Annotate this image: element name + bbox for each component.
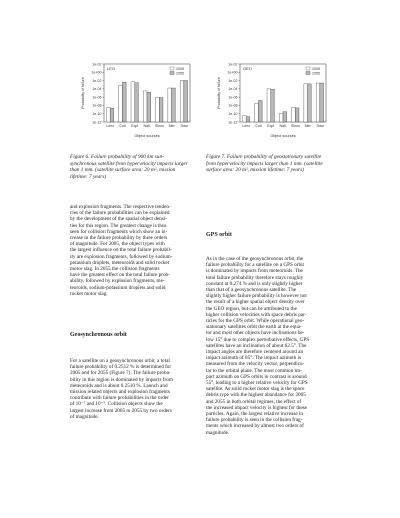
x-tick-label: Lmrc bbox=[242, 124, 251, 128]
figure-7-svg bbox=[214, 60, 334, 140]
text-line: satellite. As solid rocket motor slag is the space bbox=[206, 386, 305, 393]
text-line: contribute with failure probabilities in the order bbox=[70, 395, 169, 402]
bar-expl-2055 bbox=[135, 83, 139, 122]
text-line: motor slag. In 2055 the collision fragments bbox=[70, 266, 160, 273]
panel-label: LEO bbox=[107, 66, 116, 71]
figure-6-chart bbox=[78, 60, 198, 140]
text-line: and explosion fragments. The respective tenden- bbox=[70, 204, 171, 210]
bar-nak-2055 bbox=[147, 92, 151, 122]
bar-slmm-2055 bbox=[295, 108, 299, 122]
x-tick-label: Slmm bbox=[290, 124, 300, 128]
bar-slmm-2005 bbox=[156, 97, 160, 122]
bar-coll-2005 bbox=[119, 86, 123, 122]
x-tick-label: Expl bbox=[267, 124, 275, 128]
y-tick-label: 1e-08 bbox=[228, 103, 238, 108]
text-line: lar to the orbital plane. The most common im- bbox=[206, 367, 302, 374]
text-line: 55°, leading to a higher relative velocity for GPS bbox=[206, 380, 308, 387]
text-line: failure probability for a satellite on a GPS orbit bbox=[206, 262, 304, 269]
text-line: cies of the failure probabilities can be explained bbox=[70, 210, 170, 217]
bar-slmm-2005 bbox=[292, 108, 296, 123]
text-line: total failure probability therefore stays roughly bbox=[206, 274, 304, 281]
section-heading-geosynchronous: Geosynchronous orbit bbox=[70, 332, 127, 338]
x-tick-label: Coll bbox=[255, 124, 262, 128]
text-line: failure probability is seen in the collision frag- bbox=[206, 417, 303, 424]
text-line: pact azimuth on GPS orbits in contrast is around bbox=[206, 373, 307, 380]
bar-total-2005 bbox=[180, 81, 184, 122]
y-tick-label: 1e+00 bbox=[91, 70, 102, 75]
text-line: have the greatest effect on the total failure prob- bbox=[70, 272, 170, 279]
x-tick-label: NaK bbox=[143, 124, 151, 128]
bar-coll-2055 bbox=[258, 100, 262, 122]
y-tick-label: 1e-12 bbox=[228, 120, 238, 125]
text-line: than that of a geosynchronous satellite. The bbox=[206, 287, 297, 294]
bar-coll-2055 bbox=[122, 82, 126, 122]
bar-total-2005 bbox=[316, 83, 320, 122]
x-axis-label: Object sources bbox=[270, 134, 296, 138]
y-tick-label: 1e-10 bbox=[92, 112, 102, 117]
text-line: As in the case of the geosynchronous orbit, the bbox=[206, 256, 304, 262]
left-column-bottom bbox=[70, 358, 194, 420]
text-line: the largest influence on the total failure probabil- bbox=[70, 247, 172, 254]
y-tick-label: 1e-10 bbox=[228, 112, 238, 117]
text-line: is dominated by impacts from meteoroids. The bbox=[206, 268, 303, 275]
bar-expl-2005 bbox=[267, 89, 271, 122]
text-line: impact azimuth of 85°. The impact azimuth is bbox=[206, 355, 302, 362]
legend-label-2005: 2005 bbox=[312, 66, 320, 71]
text-line: higher collision velocities with space debris par- bbox=[206, 311, 307, 318]
bar-coll-2005 bbox=[255, 103, 259, 122]
section-heading-gps: GPS orbit bbox=[206, 232, 232, 238]
text-line: by the development of the spatial object densi- bbox=[70, 216, 167, 223]
y-tick-label: 1e-04 bbox=[92, 87, 102, 92]
y-tick-label: 1e-02 bbox=[92, 78, 102, 83]
y-tick-label: 1e-12 bbox=[92, 120, 102, 125]
x-tick-label: Lmrc bbox=[106, 124, 115, 128]
text-line: the result of a higher spatial object density over bbox=[206, 299, 305, 306]
x-tick-label: Total bbox=[316, 124, 324, 128]
text-line: slightly higher failure probability is however not bbox=[206, 293, 307, 300]
text-line: the increased impact velocity is highest for these bbox=[206, 404, 307, 411]
bar-expl-2055 bbox=[271, 89, 275, 122]
x-tick-label: NaK bbox=[279, 124, 287, 128]
bar-met-2055 bbox=[308, 84, 312, 122]
figure-6-caption: Figure 6. Failure probability of 900 km sun-synchronous satellite from hypervelocity impacts larger than 1 mm. (satellite surface area: 20 m², mission lifetime: 7 years) bbox=[70, 154, 188, 180]
text-line: For a satellite on a geosynchronous orbit, a total bbox=[70, 358, 170, 364]
bar-lmrc-2005 bbox=[242, 116, 246, 122]
left-column-top bbox=[70, 204, 194, 297]
text-line: failure probability of 0.2512 % is determined for bbox=[70, 364, 172, 371]
text-line: constant at 0.274 % and is only slightly higher bbox=[206, 280, 303, 287]
y-tick-label: 1e-06 bbox=[92, 95, 102, 100]
bar-total-2055 bbox=[320, 83, 324, 122]
bar-met-2055 bbox=[172, 88, 176, 122]
bar-expl-2005 bbox=[131, 82, 135, 122]
bar-met-2005 bbox=[304, 84, 308, 122]
text-line: tor and most other objects have inclinations be- bbox=[206, 330, 305, 337]
text-line: impact angles are therefore centered around an bbox=[206, 349, 304, 356]
text-line: seen for collision fragments which show an in- bbox=[70, 228, 168, 235]
text-line: of magnitude. bbox=[70, 413, 99, 420]
x-tick-label: Met bbox=[168, 124, 175, 128]
text-line: ability, followed by explosion fragments, me- bbox=[70, 278, 165, 285]
text-line: teoroids, sodium-potassium droplets and solid bbox=[70, 284, 166, 291]
x-axis-label: Object sources bbox=[134, 134, 160, 138]
bar-total-2055 bbox=[184, 81, 188, 122]
x-tick-label: Expl bbox=[131, 124, 139, 128]
legend-label-2055: 2055 bbox=[312, 71, 320, 76]
text-line: ticles for the GPS orbit. While operational geo- bbox=[206, 318, 305, 325]
text-line: of magnitude. For 2005, the object types with bbox=[70, 241, 165, 248]
text-line: ity are explosion fragments, followed by sodium- bbox=[70, 253, 173, 260]
text-line: potassium droplets, meteoroids and solid rocket bbox=[70, 259, 170, 266]
y-tick-label: 1e+00 bbox=[227, 70, 238, 75]
y-tick-label: 1e-04 bbox=[228, 87, 238, 92]
panel-label: GEO bbox=[243, 66, 252, 71]
bar-lmrc-2005 bbox=[106, 108, 110, 123]
legend-swatch-2055 bbox=[170, 72, 174, 75]
bar-nak-2005 bbox=[143, 91, 147, 122]
figure-7-chart bbox=[214, 60, 334, 140]
y-axis-label: Probability of failure bbox=[217, 77, 221, 109]
text-line: measured from the velocity vector, perpendicu- bbox=[206, 361, 305, 368]
y-tick-label: 1e-02 bbox=[228, 78, 238, 83]
y-tick-label: 1e-02 bbox=[92, 62, 102, 67]
bar-nak-2005 bbox=[279, 114, 283, 122]
text-line: largest increase from 2005 to 2055 by two orders bbox=[70, 407, 172, 414]
text-line: particles. Again, the largest relative increase in bbox=[206, 411, 303, 418]
x-tick-label: Slmm bbox=[154, 124, 164, 128]
x-tick-label: Met bbox=[304, 124, 311, 128]
text-line: ties for this region. The greatest change is thus bbox=[70, 222, 167, 229]
text-line: stationary satellites orbit the earth at the equa- bbox=[206, 324, 302, 331]
text-line: and 2055 in both orbital regimes, the effect of bbox=[206, 398, 302, 405]
text-line: crease in the failure probability by three orders bbox=[70, 235, 168, 242]
text-line: meteoroids and is about 0.2510 %. Launch and bbox=[70, 382, 168, 389]
y-tick-label: 1e-02 bbox=[228, 62, 238, 67]
figure-6-svg bbox=[78, 60, 198, 140]
legend-swatch-2055 bbox=[306, 72, 310, 75]
text-line: satellites have an inclination of about 62.5°. The bbox=[206, 342, 307, 349]
text-line: mission related objects and explosion fragments bbox=[70, 389, 170, 396]
figure-7-caption: Figure 7. Failure probability of geostationary satellite from hypervelocity impacts larger than 1 mm. (satellite surface area: 20 m², mission lifetime: 7 years) bbox=[206, 154, 323, 174]
text-line: ments which increased by almost two orders of bbox=[206, 423, 304, 430]
legend-swatch-2005 bbox=[306, 67, 310, 70]
x-tick-label: Total bbox=[180, 124, 188, 128]
text-line: of 10⁻⁷ and 10⁻⁵. Collision objects show the bbox=[70, 401, 163, 408]
bar-met-2005 bbox=[168, 88, 172, 122]
bar-slmm-2055 bbox=[159, 98, 163, 122]
text-line: rocket motor slag. bbox=[70, 290, 108, 297]
y-axis-label: Probability of failure bbox=[81, 77, 85, 109]
text-line: the GEO region, but can be attributed to the bbox=[206, 305, 297, 312]
text-line: bility in this region is dominated by impacts from bbox=[70, 376, 173, 383]
text-line: low 15° due to complex perturbative effects, GPS bbox=[206, 336, 310, 343]
y-tick-label: 1e-08 bbox=[92, 103, 102, 108]
legend-swatch-2005 bbox=[170, 67, 174, 70]
x-tick-label: Coll bbox=[119, 124, 126, 128]
bar-nak-2055 bbox=[283, 112, 287, 122]
y-tick-label: 1e-06 bbox=[228, 95, 238, 100]
legend-label-2055: 2055 bbox=[176, 71, 184, 76]
bar-lmrc-2055 bbox=[246, 117, 250, 122]
right-column bbox=[206, 256, 330, 436]
text-line: 2005 and for 2055 (Figure 7). The failure proba- bbox=[70, 370, 171, 377]
text-line: debris type with the highest abundance for 2005 bbox=[206, 392, 306, 399]
legend-label-2005: 2005 bbox=[176, 66, 184, 71]
text-line: magnitude. bbox=[206, 429, 230, 436]
bar-lmrc-2055 bbox=[110, 108, 114, 122]
